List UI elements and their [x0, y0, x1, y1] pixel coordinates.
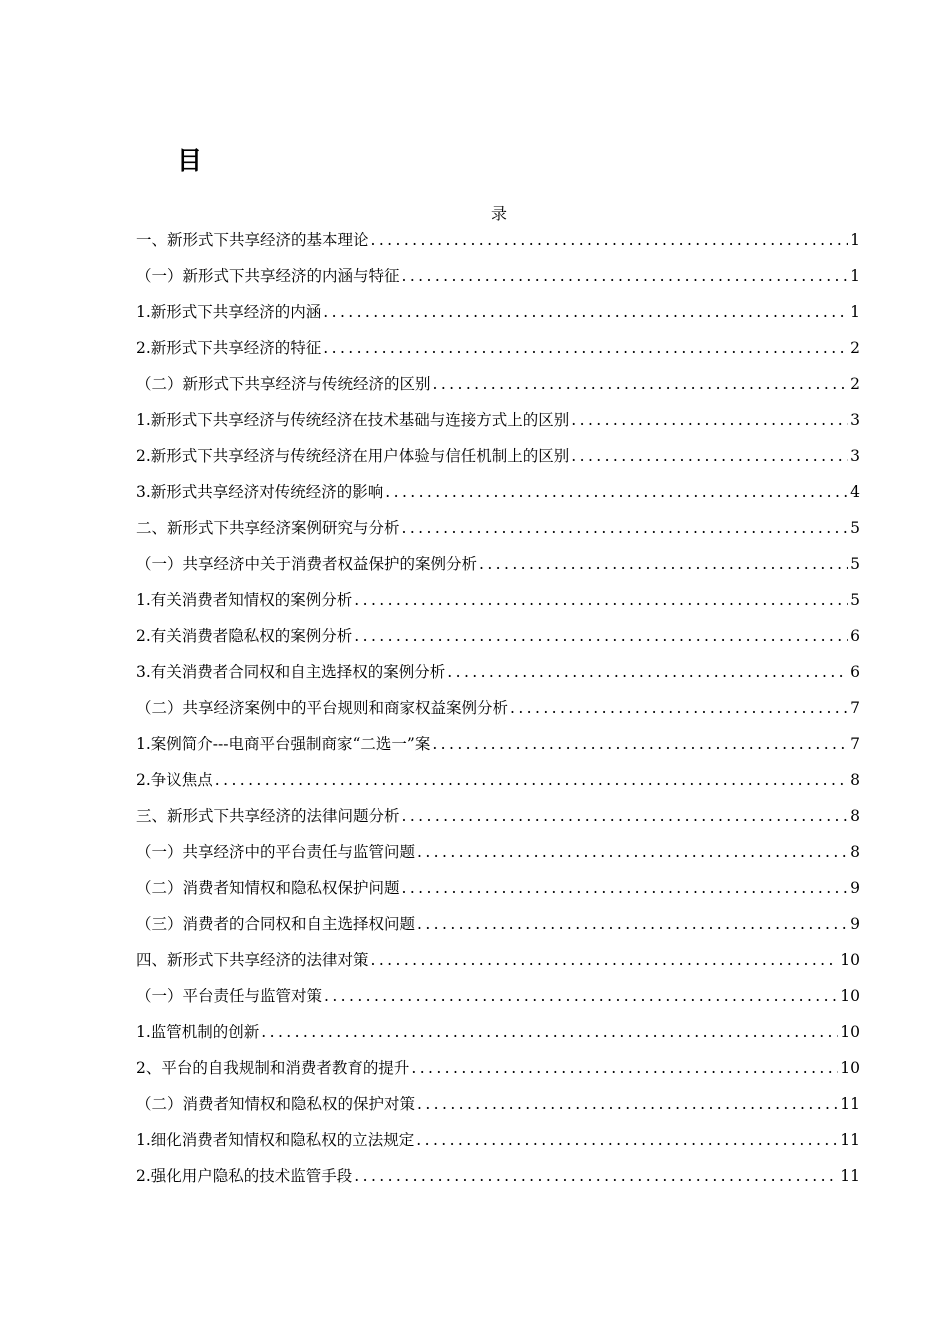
toc-entry[interactable] — [136, 877, 860, 913]
toc-leader-dots — [402, 265, 849, 287]
toc-entry-title: 2.争议焦点 — [136, 771, 213, 789]
toc-entry-page-number: 11 — [840, 1131, 860, 1149]
toc-leader-dots — [571, 409, 848, 431]
toc-entry[interactable] — [136, 409, 860, 445]
toc-leader-dots — [402, 805, 849, 827]
toc-leader-dots — [447, 661, 848, 683]
toc-leader-dots — [324, 985, 838, 1007]
toc-entry[interactable] — [136, 481, 860, 517]
toc-entry-page-number: 5 — [850, 519, 860, 537]
toc-entry-title: 1.新形式下共享经济与传统经济在技术基础与连接方式上的区别 — [136, 411, 570, 429]
toc-entry[interactable] — [136, 733, 860, 769]
toc-entry-page-number: 10 — [840, 1059, 860, 1077]
toc-entry-page-number: 1 — [850, 267, 860, 285]
toc-entry-title: 二、新形式下共享经济案例研究与分析 — [136, 519, 400, 537]
toc-leader-dots — [402, 877, 849, 899]
toc-leader-dots — [479, 553, 848, 575]
toc-title-second-char: 录 — [490, 204, 507, 223]
toc-leader-dots — [261, 1021, 838, 1043]
toc-leader-dots — [371, 229, 849, 251]
toc-entry-title: 四、新形式下共享经济的法律对策 — [136, 951, 369, 969]
toc-entry-title: 1.有关消费者知情权的案例分析 — [136, 591, 353, 609]
toc-entry-title: （一）共享经济中的平台责任与监管问题 — [136, 843, 416, 861]
toc-entry[interactable] — [136, 517, 860, 553]
toc-entry-title: （一）平台责任与监管对策 — [136, 987, 323, 1005]
toc-entry-title: （二）新形式下共享经济与传统经济的区别 — [136, 375, 431, 393]
toc-entry[interactable] — [136, 841, 860, 877]
toc-entry[interactable] — [136, 1093, 860, 1129]
toc-leader-dots — [411, 1057, 838, 1079]
toc-leader-dots — [432, 733, 848, 755]
toc-entry[interactable] — [136, 337, 860, 373]
toc-title-first-char: 目 — [177, 146, 203, 175]
toc-entry-page-number: 6 — [850, 663, 860, 681]
toc-entry-title: （二）消费者知情权和隐私权的保护对策 — [136, 1095, 416, 1113]
toc-entry-page-number: 10 — [840, 1023, 860, 1041]
toc-entry[interactable] — [136, 301, 860, 337]
toc-leader-dots — [510, 697, 848, 719]
toc-leader-dots — [354, 625, 848, 647]
toc-entry-page-number: 10 — [840, 951, 860, 969]
toc-entry-title: 2.有关消费者隐私权的案例分析 — [136, 627, 353, 645]
toc-entry-title: 2.新形式下共享经济与传统经济在用户体验与信任机制上的区别 — [136, 447, 570, 465]
toc-entry-page-number: 3 — [850, 411, 860, 429]
toc-entry[interactable] — [136, 445, 860, 481]
toc-entry-page-number: 4 — [850, 483, 860, 501]
toc-entry-page-number: 9 — [850, 915, 860, 933]
toc-entry-title: 2.新形式下共享经济的特征 — [136, 339, 322, 357]
toc-leader-dots — [402, 517, 849, 539]
toc-entry-title: 2.强化用户隐私的技术监管手段 — [136, 1167, 353, 1185]
toc-entry[interactable] — [136, 913, 860, 949]
toc-entry-page-number: 10 — [840, 987, 860, 1005]
toc-entry-title: 一、新形式下共享经济的基本理论 — [136, 231, 369, 249]
toc-entry-title: （二）消费者知情权和隐私权保护问题 — [136, 879, 400, 897]
toc-entry-page-number: 1 — [850, 231, 860, 249]
toc-entry-page-number: 8 — [850, 771, 860, 789]
toc-entry[interactable] — [136, 661, 860, 697]
toc-entry-page-number: 2 — [850, 339, 860, 357]
toc-entry-page-number: 8 — [850, 843, 860, 861]
toc-leader-dots — [215, 769, 848, 791]
toc-entry[interactable] — [136, 373, 860, 409]
toc-entry[interactable] — [136, 1021, 860, 1057]
toc-entry[interactable] — [136, 1057, 860, 1093]
toc-entry-title: 2、平台的自我规制和消费者教育的提升 — [136, 1059, 410, 1077]
toc-entry[interactable] — [136, 805, 860, 841]
toc-entry[interactable] — [136, 229, 860, 265]
toc-entry-title: 1.案例简介---电商平台强制商家“二选一”案 — [136, 735, 431, 753]
toc-leader-dots — [323, 337, 848, 359]
toc-entry-page-number: 7 — [850, 699, 860, 717]
toc-entry[interactable] — [136, 769, 860, 805]
toc-entry[interactable] — [136, 1129, 860, 1165]
toc-entry-title: 3.有关消费者合同权和自主选择权的案例分析 — [136, 663, 446, 681]
toc-entry-page-number: 11 — [840, 1167, 860, 1185]
toc-entry-title: 3.新形式共享经济对传统经济的影响 — [136, 483, 384, 501]
toc-entry-page-number: 1 — [850, 303, 860, 321]
toc-entry[interactable] — [136, 1165, 860, 1201]
toc-entry-page-number: 7 — [850, 735, 860, 753]
toc-leader-dots — [417, 913, 848, 935]
toc-leader-dots — [417, 841, 848, 863]
toc-entry-page-number: 6 — [850, 627, 860, 645]
toc-entry[interactable] — [136, 625, 860, 661]
toc-entry[interactable] — [136, 949, 860, 985]
table-of-contents — [136, 229, 860, 1201]
toc-leader-dots — [571, 445, 848, 467]
toc-entry-title: （一）新形式下共享经济的内涵与特征 — [136, 267, 400, 285]
toc-leader-dots — [385, 481, 848, 503]
toc-entry-title: 1.细化消费者知情权和隐私权的立法规定 — [136, 1131, 415, 1149]
toc-entry-page-number: 5 — [850, 555, 860, 573]
toc-leader-dots — [433, 373, 849, 395]
toc-entry-page-number: 9 — [850, 879, 860, 897]
toc-entry-page-number: 11 — [840, 1095, 860, 1113]
toc-leader-dots — [416, 1129, 838, 1151]
toc-leader-dots — [354, 1165, 838, 1187]
toc-leader-dots — [323, 301, 848, 323]
toc-entry-title: 1.监管机制的创新 — [136, 1023, 260, 1041]
toc-entry-title: （二）共享经济案例中的平台规则和商家权益案例分析 — [136, 699, 509, 717]
toc-entry-title: 1.新形式下共享经济的内涵 — [136, 303, 322, 321]
toc-entry-page-number: 3 — [850, 447, 860, 465]
toc-entry[interactable] — [136, 589, 860, 625]
toc-leader-dots — [417, 1093, 838, 1115]
toc-entry-title: （一）共享经济中关于消费者权益保护的案例分析 — [136, 555, 478, 573]
toc-entry[interactable] — [136, 553, 860, 589]
toc-entry-title: （三）消费者的合同权和自主选择权问题 — [136, 915, 416, 933]
toc-entry-page-number: 5 — [850, 591, 860, 609]
toc-entry-page-number: 8 — [850, 807, 860, 825]
toc-entry[interactable] — [136, 697, 860, 733]
toc-entry[interactable] — [136, 265, 860, 301]
toc-entry[interactable] — [136, 985, 860, 1021]
toc-entry-title: 三、新形式下共享经济的法律问题分析 — [136, 807, 400, 825]
toc-entry-page-number: 2 — [850, 375, 860, 393]
toc-leader-dots — [354, 589, 848, 611]
toc-leader-dots — [371, 949, 839, 971]
